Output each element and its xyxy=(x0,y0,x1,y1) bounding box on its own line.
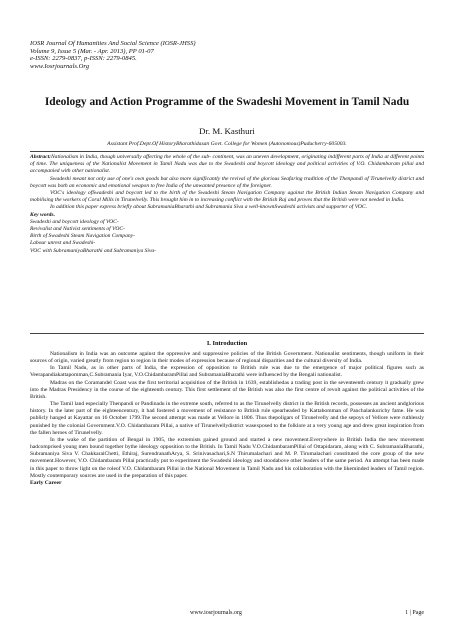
keyword-item: Swadeshi and boycott ideology of VOC- xyxy=(30,218,119,225)
abstract-paragraph-4: In addition this paper express briefly about SubramaniaBharathi and Subramania Siva a well-knownSwadeshi activists and supporter of VOC. xyxy=(50,204,368,211)
author-name: Dr. M. Kasthuri xyxy=(199,126,255,136)
body-paragraph-4: The Tamil land especially Thenpandi or Pandinadu in the extreme south, referred to as the Tirunelvelly district in the British records, possesses an ancient andglorious history. In the later part of the eighteencentury, it had fostered a movement of resistance to British rule spearheaded by Kattabomman of Panchalankurichy fame. He was publicly hanged at Kayattar on 16 October 1799.The second attempt was made at Vellore in 1806. Thus thepoligars of Tirunelvelly and the sepoys of Vellore were ruthlessly punished by the colonial Government.V.O. Chidambaram Pillai, a native of Tirunelvellydistrict wasexposed to the folklore at a very young age and drew great inspiration from the fallen heroes of Tirunelvelly. xyxy=(30,401,424,436)
keyword-item: VOC with SubramaniyaBharathi and Subramaniya Siva- xyxy=(30,247,157,254)
journal-header xyxy=(30,40,196,70)
abstract-paragraph-3: VOC's ideology ofSwadeshi and boycott led to the birth of the Swadeshi Steam Navigation Company against the British Indian Steam Navigation Company and mobilising the workers of Coral Mills in Tirunelvelly. This brought him in to increasing conflict with the British Raj and proves that the British were not needed in India. xyxy=(30,190,424,204)
paper-title: Ideology and Action Programme of the Swadeshi Movement in Tamil Nadu xyxy=(44,96,410,108)
footer-website: www.iosrjournals.org xyxy=(190,610,242,616)
keywords-list xyxy=(30,219,424,255)
abstract-paragraph-2: Swadeshi meant not only use of one's own goods but also more significantly the revival of the glorious Seafaring tradition of the Thenpandi of Tirunelvelly district and boycott was both an economic and emotional weapon to free India of the unwanted presence of the foreigner. xyxy=(30,175,424,189)
page-number: 1 | Page xyxy=(405,610,424,616)
divider-bottom xyxy=(30,333,424,334)
abstract-section xyxy=(30,154,424,255)
body-paragraph-5: In the wake of the partition of Bengal in 1905, the extremists gained ground and started a new movement.Everywhere in British India the new movement hadcomprised young men bound together bythe ideology opposition to the British. In Tamil Nadu V.O.ChidambaramPillai of Ottapidaram, along with C. SubramaniaBharathi, Subramaniya Siva V. ChakkaraiChetti, Ethiraj, SurendranathArya, S. Srinivasachari,S.N Thirumalachari and M. P. Tirumalachari constituted the core group of the new movement.However, V.O. Chidambaram Pillai practically put to experiment the Swadeshi ideology and stoodabove other leaders of the same period. An attempt has been made in this paper to throw light on the roleof V.O. Chidambaram Pillai in the National Movement in Tamil Nadu and his collaboration with the likeminded leaders of Tamil region. Mostly contemporary sources are used in the preparation of this paper. xyxy=(30,436,424,479)
keywords-label: Key words. xyxy=(30,211,55,218)
body-paragraph-2: In Tamil Nadu, as in other parts of India, the expression of opposition to British rule was due to the emergence of major political figures such as Veerapandiakattapomman,C.Subramania Iyar, V.O.ChidambaramPillai and SubramaniaBharathi were influenced by the Bengali nationalist. xyxy=(30,365,424,379)
subheading-early-career: Early Career xyxy=(30,479,62,486)
body-paragraph-3: Madras on the Coramandel Coast was the first territorial acquisition of the British in 1639, establishedas a trading post in the seventeenth century it gradually grew into the Madras Presidency in the course of the eighteenth century. This first settlement of the British was also the first centre of revolt against the political activities of the British. xyxy=(30,379,424,400)
body-paragraph-1: Nationalism in India was an outcome against the oppressive and suppressive policies of the British Government. Nationalist sentiments, though uniform in their sources of origin, varied greatly from region to region in their modes of expression because of regional disparities and the cultural diversity of India. xyxy=(30,351,424,365)
section-heading-introduction: I. Introduction xyxy=(206,340,248,347)
keyword-item: Revivalist and Nativist sentiments of VOC- xyxy=(30,226,125,233)
abstract-label: Abstract: xyxy=(30,154,51,160)
journal-website: www.Iosrjournals.Org xyxy=(30,62,89,70)
abstract-paragraph-1: Nationalism in India, though universally affecting the whole of the sub- continent, was an uneven development, originating indifferent parts of India at different points of time. The uniqueness of the Nationalist Movement in Tamil Nadu was due to the Swadeshi and boycott ideology and political activities of V.O. Chidambaram pillai and accompanied with other nationalist. xyxy=(30,154,424,175)
keyword-item: Birth of Swadeshi Steam Navigation Company- xyxy=(30,233,135,240)
journal-issn: e-ISSN: 2279-0837, p-ISSN: 2279-0845. xyxy=(30,55,137,63)
divider-top xyxy=(30,151,424,152)
journal-volume: Volume 9, Issue 5 (Mar. - Apr. 2013), PP 01-07 xyxy=(30,47,154,55)
author-affiliation: Assistant Prof.Dept.Of HistoryBharathidasan Govt. College for Women (Autonomous)Puducherry-605003. xyxy=(107,141,347,147)
journal-name: IOSR Journal Of Humanities And Social Science (IOSR-JHSS) xyxy=(30,40,196,47)
keyword-item: Labour unrest and Swadeshi- xyxy=(30,240,96,247)
paper-page xyxy=(30,0,424,640)
body-text xyxy=(30,351,424,487)
